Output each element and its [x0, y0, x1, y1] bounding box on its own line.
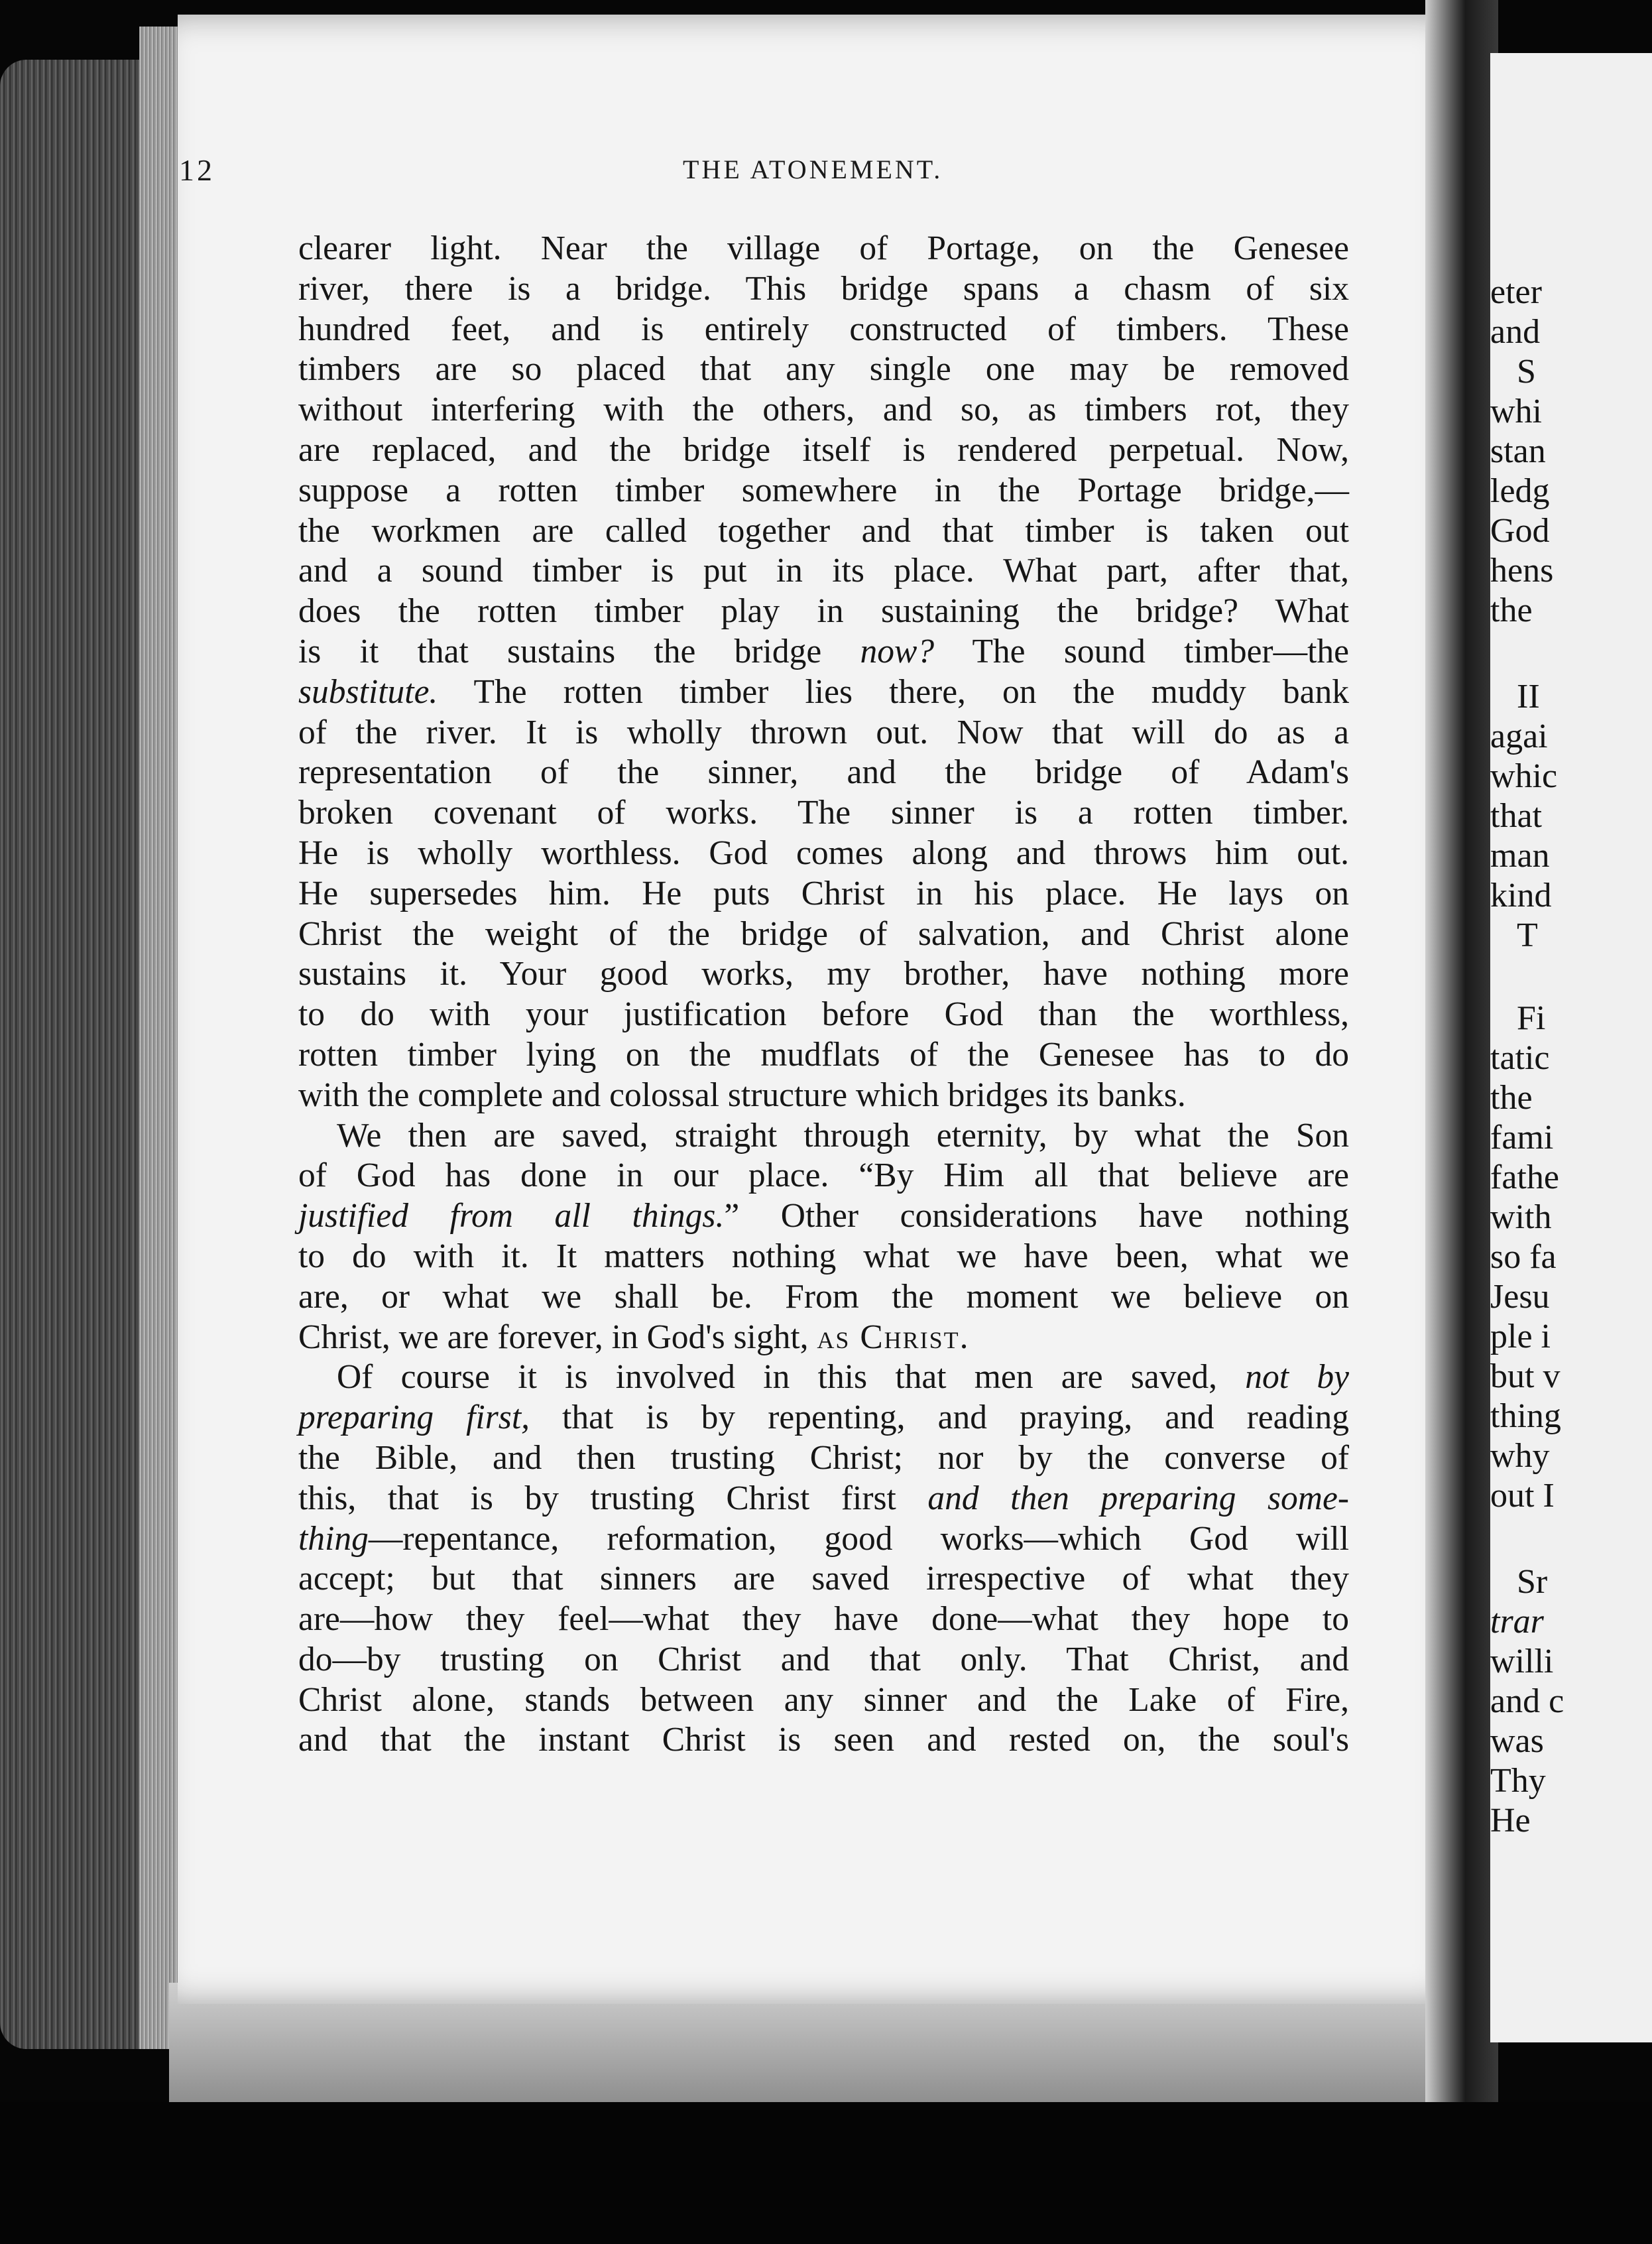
text-line: river, there is a bridge. This bridge spans a chasm of six [298, 269, 1349, 308]
italic-run: thing [298, 1519, 369, 1558]
text-run: The sound timber—the [934, 632, 1349, 670]
scan-background-bottom [0, 2102, 1652, 2244]
right-page-fragment: Sr [1517, 1563, 1548, 1601]
page-body-text [298, 229, 1349, 1761]
text-line: do—by trusting on Christ and that only. That Christ, and [298, 1640, 1349, 1678]
running-head: THE ATONEMENT. [683, 155, 943, 184]
right-page-fragment: the [1490, 592, 1533, 629]
text-line: of God has done in our place. “By Him all that believe are [298, 1156, 1349, 1195]
right-page-fragment: agai [1490, 717, 1548, 755]
text-run: ” Other considerations have nothing [724, 1197, 1349, 1235]
text-line [298, 672, 1349, 713]
text-run: that is by repenting, and praying, and reading [530, 1399, 1350, 1437]
right-page-fragment: why [1490, 1437, 1550, 1475]
text-line: We then are saved, straight through eternity, by what the Son [337, 1116, 1349, 1154]
right-page-fragment: man [1490, 837, 1550, 875]
text-line [298, 1398, 1349, 1438]
small-caps-run: as Christ. [817, 1318, 970, 1356]
text-line: clearer light. Near the village of Portage, on the Genesee [298, 229, 1349, 267]
text-line: are—how they feel—what they have done—what they hope to [298, 1600, 1349, 1639]
right-page-fragment: was [1490, 1722, 1544, 1760]
right-page-fragment: the [1490, 1079, 1533, 1117]
text-line: does the rotten timber play in sustaining the bridge? What [298, 592, 1349, 631]
right-page-fragment: and [1490, 313, 1541, 351]
text-run: Of course it is involved in this that men are saved, [337, 1358, 1246, 1397]
right-page-fragment: Thy [1490, 1762, 1546, 1800]
italic-run: preparing first, [298, 1399, 530, 1437]
book-gutter [1425, 0, 1498, 2244]
text-line: of the river. It is wholly thrown out. Now that will do as a [298, 713, 1349, 751]
right-page-fragment: and c [1490, 1682, 1564, 1720]
text-line: with the complete and colossal structure which bridges its banks. [298, 1076, 1186, 1114]
right-page-fragment: trar [1490, 1603, 1544, 1641]
text-line: representation of the sinner, and the bridge of Adam's [298, 753, 1349, 792]
text-line: timbers are so placed that any single one may be removed [298, 350, 1349, 389]
text-run: —repentance, reformation, good works—which God will [368, 1519, 1349, 1558]
text-run: this, that is by trusting Christ first [298, 1479, 928, 1517]
italic-run: and then preparing some- [927, 1479, 1350, 1517]
right-page-fragment: so fa [1490, 1238, 1557, 1276]
right-page-fragment: ple i [1490, 1318, 1551, 1355]
text-line [298, 1357, 1349, 1398]
right-page-fragment: He [1490, 1802, 1531, 1839]
right-page-fragment: eter [1490, 273, 1542, 311]
text-line: suppose a rotten timber somewhere in the Portage bridge,— [298, 471, 1349, 509]
text-line: rotten timber lying on the mudflats of the Genesee has to do [298, 1035, 1349, 1074]
text-line: Christ alone, stands between any sinner and the Lake of Fire, [298, 1680, 1349, 1719]
text-line: He is wholly worthless. God comes along and throws him out. [298, 834, 1349, 872]
right-page-fragment: S [1517, 353, 1536, 391]
text-line [298, 1318, 1349, 1358]
text-line: are replaced, and the bridge itself is rendered perpetual. Now, [298, 430, 1349, 469]
text-line: hundred feet, and is entirely constructed of timbers. These [298, 310, 1349, 348]
text-line: without interfering with the others, and so, as timbers rot, they [298, 391, 1349, 429]
right-page-fragment: ledg [1490, 472, 1550, 510]
right-page-fragment: tatic [1490, 1039, 1550, 1077]
text-line [298, 1479, 1349, 1519]
page-number: 12 [179, 153, 215, 187]
right-page-fragment: kind [1490, 877, 1552, 914]
text-line: the Bible, and then trusting Christ; nor by the converse of [298, 1438, 1349, 1477]
right-page-fragment: God [1490, 512, 1550, 550]
text-line: to do with it. It matters nothing what we have been, what we [298, 1237, 1349, 1275]
text-run: Christ, we are forever, in God's sight, [298, 1318, 817, 1356]
text-run: The rotten timber lies there, on the muddy bank [438, 672, 1349, 711]
right-page-fragment: willi [1490, 1643, 1554, 1680]
right-page-fragment: Jesu [1490, 1278, 1550, 1316]
text-line [298, 632, 1349, 672]
italic-run: substitute. [298, 672, 438, 711]
right-page-fragment: hens [1490, 552, 1554, 590]
right-page-fragment: whic [1490, 757, 1558, 795]
text-line: Christ the weight of the bridge of salvation, and Christ alone [298, 914, 1349, 953]
text-line: He supersedes him. He puts Christ in his place. He lays on [298, 874, 1349, 912]
right-page-fragment: fathe [1490, 1158, 1559, 1196]
text-line: are, or what we shall be. From the moment we believe on [298, 1277, 1349, 1316]
text-line [298, 1196, 1349, 1237]
right-page-fragment: with [1490, 1198, 1552, 1236]
text-line: broken covenant of works. The sinner is a rotten timber. [298, 794, 1349, 832]
italic-run: justified from all things. [298, 1197, 725, 1235]
text-run: is it that sustains the bridge [298, 632, 860, 670]
right-page-fragment: stan [1490, 432, 1546, 470]
text-line: the workmen are called together and that timber is taken out [298, 511, 1349, 550]
right-page-fragment: T [1517, 916, 1538, 954]
right-page-fragment: thing [1490, 1397, 1561, 1435]
right-page-fragment: but v [1490, 1357, 1561, 1395]
right-page-sliver [1490, 53, 1652, 2042]
text-line: and that the instant Christ is seen and rested on, the soul's [298, 1721, 1349, 1759]
italic-run: now? [860, 632, 935, 670]
text-line [298, 1519, 1349, 1560]
right-page-fragment: Fi [1517, 999, 1546, 1037]
right-page-fragment: II [1517, 678, 1540, 716]
text-line: accept; but that sinners are saved irrespective of what they [298, 1560, 1349, 1598]
right-page-fragment: whi [1490, 393, 1542, 430]
text-line: sustains it. Your good works, my brother, have nothing more [298, 955, 1349, 993]
text-line: and a sound timber is put in its place. What part, after that, [298, 552, 1349, 590]
right-page-fragment: that [1490, 797, 1542, 835]
text-line: to do with your justification before God than the worthless, [298, 995, 1349, 1034]
right-page-fragment: out I [1490, 1477, 1555, 1515]
right-page-fragment: fami [1490, 1119, 1554, 1156]
italic-run: not by [1245, 1358, 1349, 1397]
